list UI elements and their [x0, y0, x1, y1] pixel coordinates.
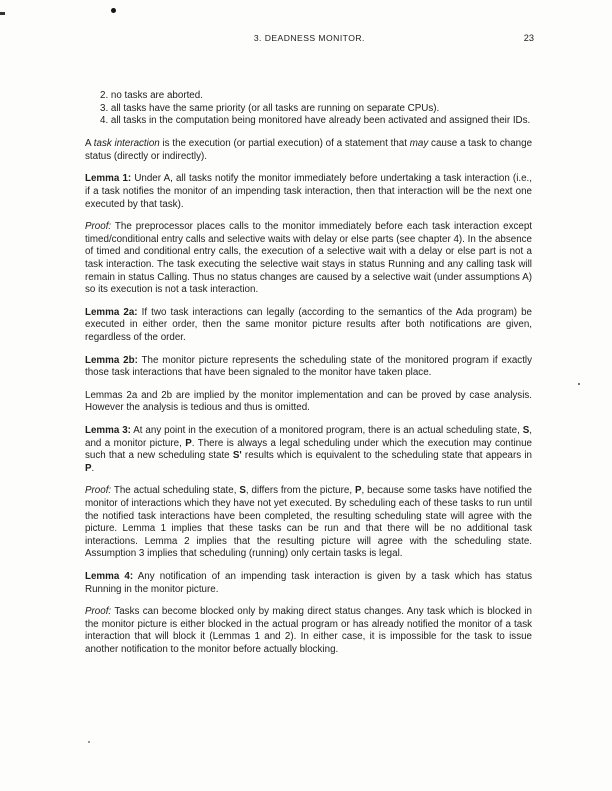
scan-speck-icon [0, 12, 5, 15]
proof: Proof: The preprocessor places calls to the monitor immediately before each task interaction except timed/conditional entry calls and selective waits with delay or else parts (see chapter 4). In the absence of timed and conditional entry calls, the execution of a selective wait with a delay or else part is not a task interaction. The task executing the selective wait stays in status Running and any calling task will remain in status Calling. Thus no status changes are caused by a selective wait (under assumptions A) so its execution is not a task interaction. [85, 221, 532, 296]
lemma: Lemma 4: Any notification of an impending task interaction is given by a task which has status Running in the monitor picture. [85, 570, 532, 595]
chapter-title: 3. DEADNESS MONITOR. [253, 33, 365, 43]
lemma: Lemma 2b: The monitor picture represents the scheduling state of the monitored program if exactly those task interactions that have been signaled to the monitor have taken place. [85, 354, 532, 379]
proof: Proof: The actual scheduling state, S, differs from the picture, P, because some tasks have notified the monitor of interactions which they have not yet executed. By scheduling each of these tasks to run until the notified task interactions have been completed, the resulting scheduling state will agree with the picture. Lemma 1 implies that these tasks can be run and that there will be no additional task interactions. Lemma 2 implies that the resulting picture will agree with the scheduling state. Assumption 3 implies that scheduling (running) only certain tasks is legal. [85, 485, 532, 560]
lemma: Lemma 2a: If two task interactions can legally (according to the semantics of the Ada program) be executed in either order, then the same monitor picture results after both notifications are given, regardless of the order. [85, 306, 532, 343]
scan-speck-icon [88, 741, 90, 743]
page-header [0, 33, 612, 47]
proof: Proof: Tasks can become blocked only by making direct status changes. Any task which is blocked in the monitor picture is either blocked in the actual program or has already notified the monitor of a task interaction that will block it (Lemmas 1 and 2). In either case, it is impossible for the task to issue another notification to the monitor before actually blocking. [85, 606, 532, 655]
list-item: 2. no tasks are aborted. [100, 90, 203, 101]
paragraph: A task interaction is the execution (or partial execution) of a statement that may cause a task to change status (directly or indirectly). [85, 138, 533, 162]
list-item: 4. all tasks in the computation being monitored have already been activated and assigned their IDs. [100, 115, 531, 127]
list-item: 3. all tasks have the same priority (or all tasks are running on separate CPUs). [100, 102, 440, 114]
scan-speck-icon [578, 383, 580, 385]
lemma: Lemma 1: Under A, all tasks notify the monitor immediately before undertaking a task interaction (i.e., if a task notifies the monitor of an impending task interaction, then that interaction will be the next one executed by that task). [85, 173, 532, 210]
lemma: Lemma 3: At any point in the execution of a monitored program, there is an actual scheduling state, S, and a monitor picture, P. There is always a legal scheduling under which the execution may continue such that a new scheduling state S' results which is equivalent to the scheduling state that appears in P. [85, 424, 532, 474]
document-body [85, 90, 532, 656]
scan-speck-icon [111, 8, 116, 13]
page-number: 23 [523, 33, 534, 43]
paragraph: Lemmas 2a and 2b are implied by the monitor implementation and can be proved by case analysis. However the analysis is tedious and thus is omitted. [85, 389, 532, 414]
